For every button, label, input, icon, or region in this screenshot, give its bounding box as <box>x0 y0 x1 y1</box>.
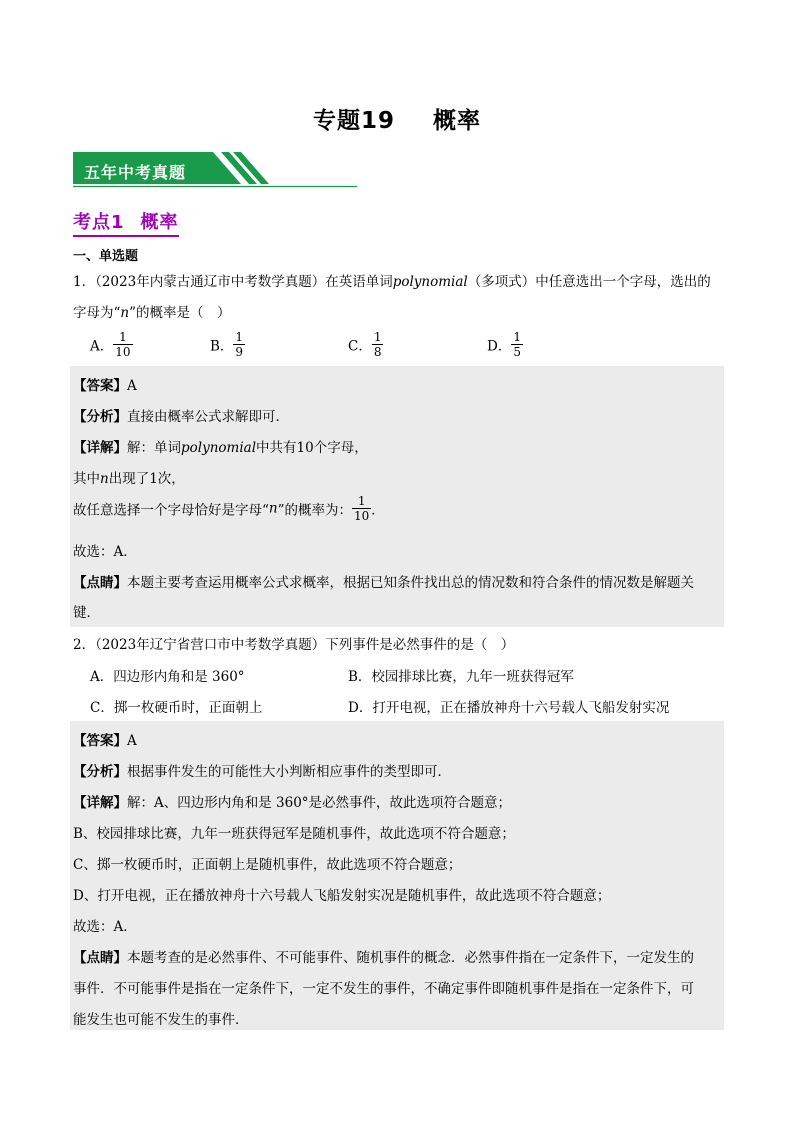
q1-option-c: C． $\frac{1}{8}$ <box>348 330 382 359</box>
q2-answer: 【答案】A <box>73 733 137 749</box>
topic-title: 概率 <box>140 212 179 233</box>
q1-analysis: 【分析】直接由概率公式求解即可． <box>73 409 289 425</box>
topic-number: 考点1 <box>73 212 125 233</box>
q1-option-b: B． $\frac{1}{9}$ <box>210 330 244 359</box>
q1-detail-line1: 【详解】解：单词polynomial中共有10个字母， <box>73 440 368 456</box>
q2-detail-line4: D、打开电视，正在播放神舟十六号载人飞船发射实况是随机事件，故此选项不符合题意； <box>73 888 611 904</box>
q1-answer: 【答案】A <box>73 378 137 394</box>
q1-choose: 故选：A． <box>73 544 137 560</box>
q1-detail-line3: 故任意选择一个字母恰好是字母“n”的概率为： $\frac{1}{10}$ ． <box>73 494 385 523</box>
q2-option-d: D．打开电视，正在播放神舟十六号载人飞船发射实况 <box>348 700 670 716</box>
q2-detail-line1: 【详解】解：A、四边形内角和是 360°是必然事件，故此选项符合题意； <box>73 795 512 811</box>
q1-stem-line2: 字母为“n”的概率是（ ） <box>73 305 231 321</box>
q1-comment-line1: 【点睛】本题主要考查运用概率公式求概率，根据已知条件找出总的情况数和符合条件的情况数是解题关 <box>73 575 694 591</box>
q2-option-b: B．校园排球比赛，九年一班获得冠军 <box>348 669 574 685</box>
q1-detail-line2: 其中n出现了1次， <box>73 471 185 487</box>
q2-stem: 2．（2023年辽宁省营口市中考数学真题）下列事件是必然事件的是（ ） <box>73 637 515 653</box>
section-heading: 一、单选题 <box>73 249 139 264</box>
q2-detail-line3: C、掷一枚硬币时，正面朝上是随机事件，故此选项不符合题意； <box>73 857 462 873</box>
q1-stem-line1: 1．（2023年内蒙古通辽市中考数学真题）在英语单词polynomial（多项式）中任意选出一个字母，选出的 <box>73 274 711 290</box>
q2-comment-line2: 事件．不可能事件是指在一定条件下，一定不发生的事件，不确定事件即随机事件是指在一定条件下，可 <box>73 981 694 997</box>
banner-label: 五年中考真题 <box>84 163 187 182</box>
title-main: 专题19 <box>312 108 395 134</box>
q2-option-c: C．掷一枚硬币时，正面朝上 <box>90 700 263 716</box>
topic-heading <box>73 208 179 237</box>
q2-analysis: 【分析】根据事件发生的可能性大小判断相应事件的类型即可． <box>73 764 451 780</box>
q2-detail-line2: B、校园排球比赛，九年一班获得冠军是随机事件，故此选项不符合题意； <box>73 826 515 842</box>
page-title <box>0 102 794 135</box>
q2-choose: 故选：A． <box>73 919 137 935</box>
q2-comment-line3: 能发生也可能不发生的事件． <box>73 1012 249 1028</box>
q1-option-a: A． $\frac{1}{10}$ <box>90 330 131 359</box>
title-sub: 概率 <box>433 108 481 134</box>
q1-comment-line2: 键． <box>73 605 100 621</box>
q1-option-d: D． $\frac{1}{5}$ <box>487 330 521 359</box>
q2-option-a: A．四边形内角和是 360° <box>90 669 245 685</box>
q2-comment-line1: 【点睛】本题考查的是必然事件、不可能事件、随机事件的概念．必然事件指在一定条件下，一定发生的 <box>73 950 694 966</box>
